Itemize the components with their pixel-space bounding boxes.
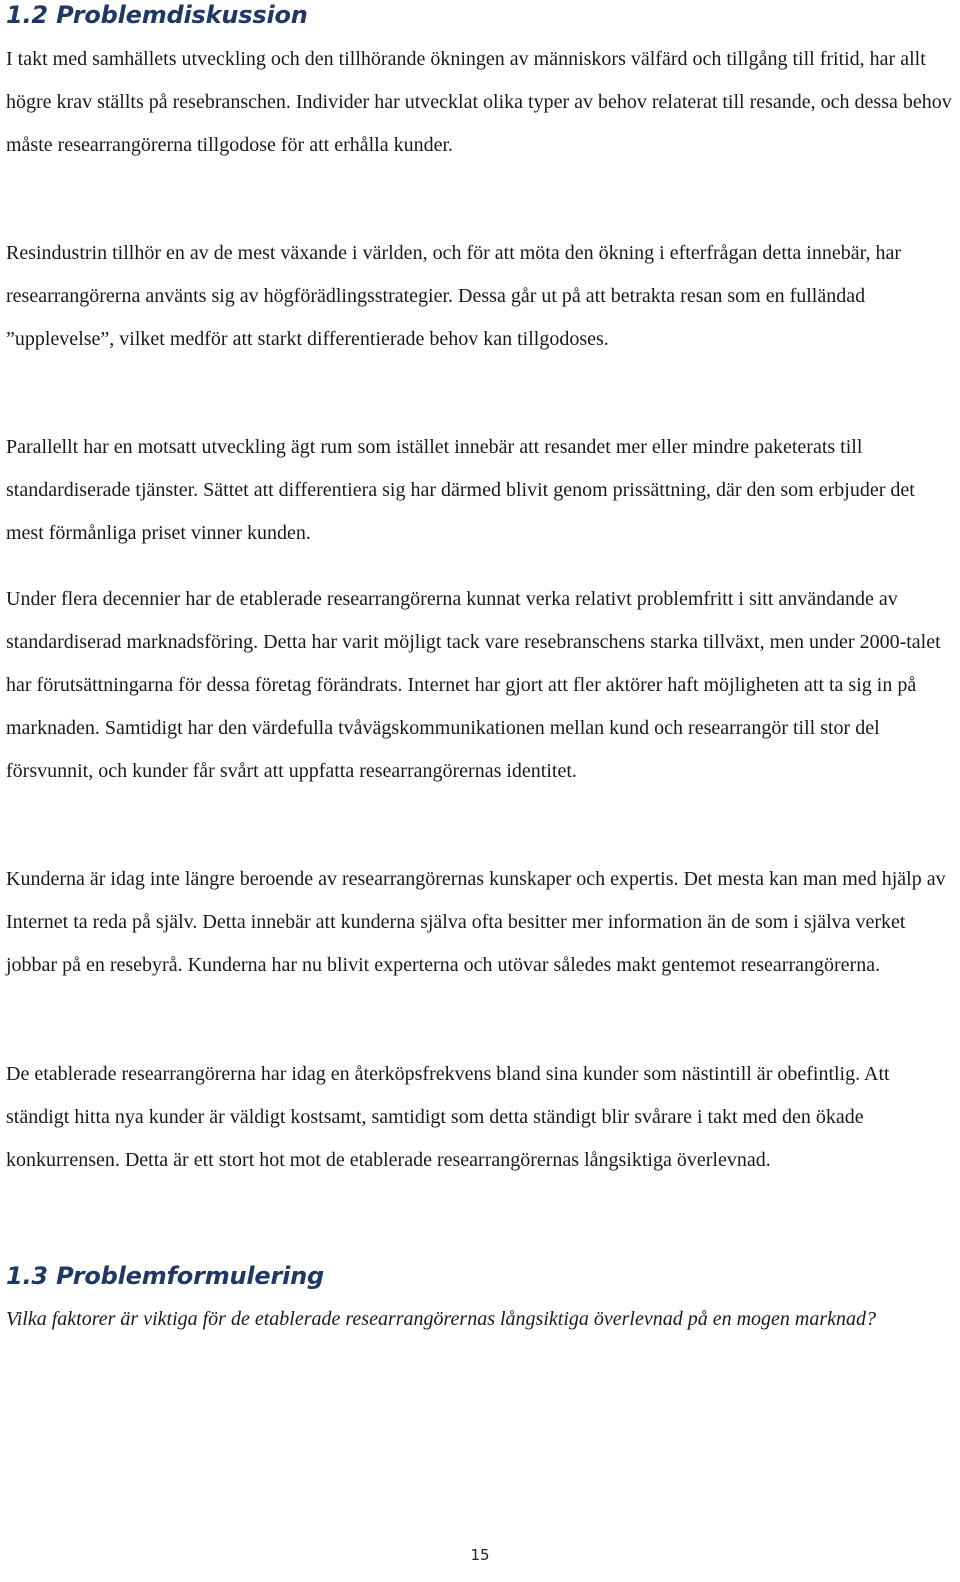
section-heading-problemformulering: 1.3 Problemformulering bbox=[6, 1262, 325, 1290]
section-heading-problemdiskussion: 1.2 Problemdiskussion bbox=[6, 1, 308, 29]
page-number: 15 bbox=[470, 1546, 490, 1564]
paragraph: Parallellt har en motsatt utveckling ägt rum som istället innebär att resandet mer eller mindre paketerats till standardiserade tjänster. Sättet att differentiera sig har därmed blivit genom prissättning, där den som erbjuder det mest förmånliga priset vinner kunden. bbox=[6, 436, 915, 544]
paragraph: Kunderna är idag inte längre beroende av researrangörernas kunskaper och expertis. Det mesta kan man med hjälp av Internet ta reda på själv. Detta innebär att kunderna själva ofta besitter mer information än de som i själva verket jobbar på en resebyrå. Kunderna har nu blivit experterna och utövar således makt gentemot researrangörerna. bbox=[6, 868, 946, 976]
paragraph: De etablerade researrangörerna har idag en återköpsfrekvens bland sina kunder som nästintill är obefintlig. Att ständigt hitta nya kunder är väldigt kostsamt, samtidigt som detta ständigt blir svårare i takt med den ökade konkurrensen. Detta är ett stort hot mot de etablerade researrangörernas långsiktiga överlevnad. bbox=[6, 1063, 890, 1171]
paragraph: I takt med samhällets utveckling och den tillhörande ökningen av människors välfärd och tillgång till fritid, har allt högre krav ställts på resebranschen. Individer har utvecklat olika typer av behov relaterat till resande, och dessa behov måste researrangörerna tillgodose för att erhålla kunder. bbox=[6, 48, 952, 156]
research-question: Vilka faktorer är viktiga för de etablerade researrangörernas långsiktiga överlevnad på en mogen marknad? bbox=[6, 1308, 877, 1330]
paragraph: Under flera decennier har de etablerade researrangörerna kunnat verka relativt problemfritt i sitt användande av standardiserad marknadsföring. Detta har varit möjligt tack vare resebranschens starka tillväxt, men under 2000-talet har förutsättningarna för dessa företag förändrats. Internet har gjort att fler aktörer haft möjligheten att ta sig in på marknaden. Samtidigt har den värdefulla tvåvägskommunikationen mellan kund och researrangör till stor del försvunnit, och kunder får svårt att uppfatta researrangörernas identitet. bbox=[6, 588, 941, 782]
paragraph: Resindustrin tillhör en av de mest växande i världen, och för att möta den ökning i efterfrågan detta innebär, har researrangörerna använts sig av högförädlingsstrategier. Dessa går ut på att betrakta resan som en fulländad ”upplevelse”, vilket medför att starkt differentierade behov kan tillgodoses. bbox=[6, 242, 902, 350]
